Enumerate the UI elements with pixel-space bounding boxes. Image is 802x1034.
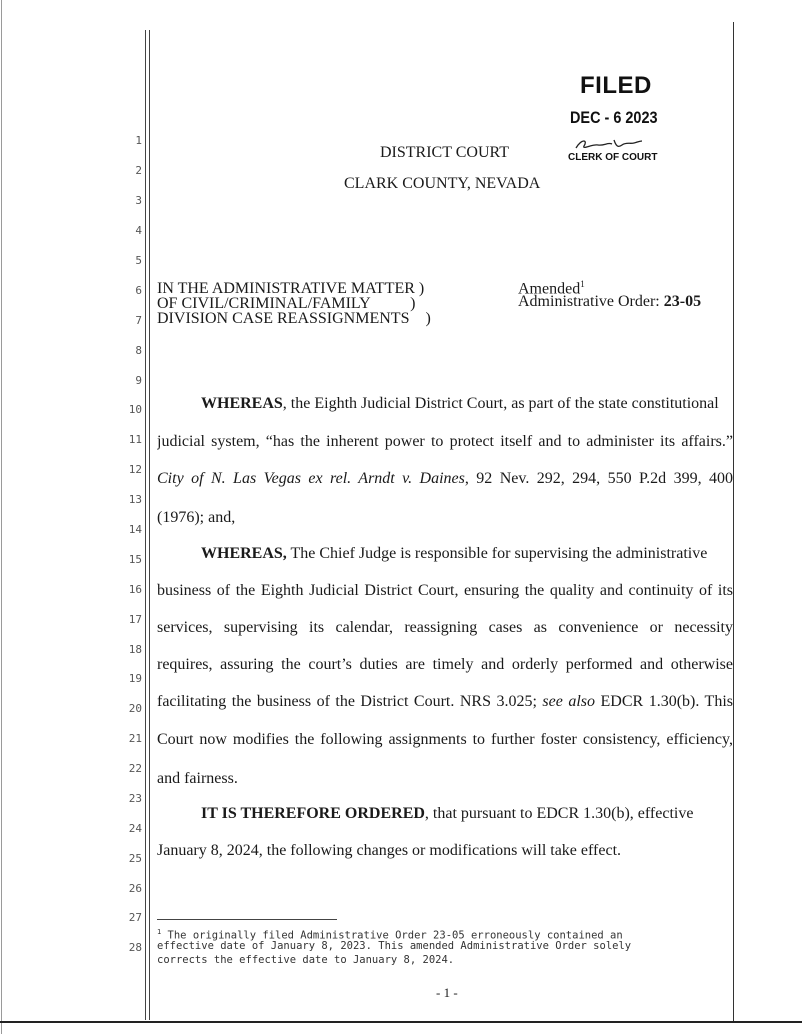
left-margin-rule-1	[145, 30, 146, 1020]
administrative-order-number: Administrative Order: 23-05	[518, 293, 702, 310]
line-number: 25	[128, 852, 142, 865]
body-line: (1976); and,	[157, 509, 236, 526]
right-margin-rule	[733, 22, 734, 1022]
line-number: 18	[128, 643, 142, 656]
line-number: 28	[128, 941, 142, 954]
line-number: 14	[128, 523, 142, 536]
amended-label: Amended$^1$	[518, 279, 585, 298]
line-number: 3	[135, 194, 142, 207]
line-number: 23	[128, 792, 142, 805]
body-line: IT IS THEREFORE ORDERED, that pursuant to EDCR 1.30(b), effective	[201, 805, 694, 822]
body-line: January 8, 2024, the following changes or modifications will take effect.	[157, 842, 622, 859]
line-number: 21	[128, 732, 142, 745]
line-number: 13	[128, 493, 142, 506]
body-line: business of the Eighth Judicial District Court, ensuring the quality and continuity of its	[157, 582, 733, 599]
clerk-of-court-label: CLERK OF COURT	[568, 152, 658, 163]
footnote-ref: 1	[580, 279, 585, 289]
filed-stamp-date: DEC - 6 2023	[570, 108, 658, 127]
line-number: 5	[135, 254, 142, 267]
line-number: 9	[135, 374, 142, 387]
body-line: City of N. Las Vegas ex rel. Arndt v. Daines, 92 Nev. 292, 294, 550 P.2d 399, 400	[157, 470, 733, 487]
line-number: 6	[135, 284, 142, 297]
line-number: 16	[128, 583, 142, 596]
caption-line: OF CIVIL/CRIMINAL/FAMILY )	[157, 295, 416, 312]
left-margin-rule-2	[149, 30, 150, 1020]
footnote-rule	[157, 919, 337, 920]
line-number: 24	[128, 822, 142, 835]
body-line: requires, assuring the court’s duties are timely and orderly performed and otherwise	[157, 656, 733, 673]
line-number: 4	[135, 224, 142, 237]
line-number: 2	[135, 164, 142, 177]
line-number: 8	[135, 344, 142, 357]
line-number: 22	[128, 762, 142, 775]
caption-line: DIVISION CASE REASSIGNMENTS )	[157, 310, 431, 327]
body-line: Court now modifies the following assignments to further foster consistency, efficiency,	[157, 731, 733, 748]
line-number: 10	[128, 403, 142, 416]
court-county: CLARK COUNTY, NEVADA	[344, 175, 541, 192]
bottom-edge	[0, 1021, 802, 1023]
line-number: 20	[128, 702, 142, 715]
body-line: and fairness.	[157, 770, 238, 787]
caption-line: IN THE ADMINISTRATIVE MATTER )	[157, 280, 425, 297]
line-number: 1	[135, 134, 142, 147]
body-line: WHEREAS, The Chief Judge is responsible for supervising the administrative	[201, 545, 708, 562]
line-number: 26	[128, 882, 142, 895]
body-line: services, supervising its calendar, reassigning cases as convenience or necessity	[157, 619, 733, 636]
line-number: 19	[128, 672, 142, 685]
page-number: - 1 -	[436, 985, 458, 1000]
line-number: 12	[128, 463, 142, 476]
line-number: 15	[128, 553, 142, 566]
line-number: 17	[128, 613, 142, 626]
line-number: 11	[128, 433, 142, 446]
page-edge	[1, 0, 2, 1034]
footnote-line: corrects the effective date to January 8, 2024.	[157, 954, 455, 966]
line-number: 7	[135, 314, 142, 327]
body-line: WHEREAS, the Eighth Judicial District Court, as part of the state constitutional	[201, 395, 719, 412]
line-number: 27	[128, 911, 142, 924]
footnote-line: $^1$ The originally filed Administrative Order 23-05 erroneously contained an	[157, 928, 623, 942]
body-line: facilitating the business of the District Court. NRS 3.025; see also EDCR 1.30(b). This	[157, 693, 733, 710]
body-line: judicial system, “has the inherent power to protect itself and to administer its affairs.”	[157, 433, 733, 450]
court-name: DISTRICT COURT	[380, 144, 509, 161]
footnote-line: effective date of January 8, 2023. This amended Administrative Order solely	[157, 940, 632, 952]
filed-stamp-title: FILED	[580, 72, 652, 99]
